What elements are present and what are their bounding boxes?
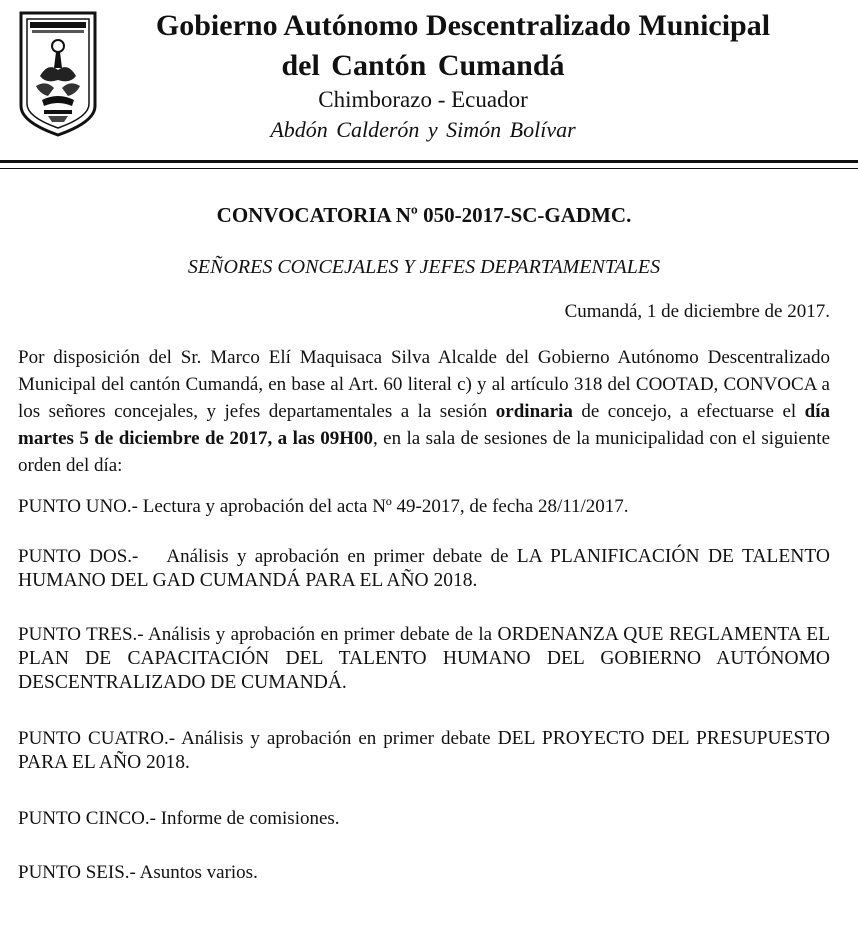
- agenda-point-6: [18, 861, 830, 885]
- agenda-point-label: PUNTO SEIS.-: [18, 862, 136, 883]
- agenda-point-label: PUNTO CUATRO.-: [18, 728, 176, 749]
- addressee: SEÑORES CONCEJALES Y JEFES DEPARTAMENTALES: [187, 256, 661, 278]
- agenda-point-5: [18, 807, 830, 831]
- agenda-point-label: PUNTO DOS.-: [18, 546, 139, 567]
- municipal-seal-icon: [18, 10, 98, 138]
- intro-bold-date: día martes 5 de diciembre de 2017, a las 09H00: [18, 401, 830, 449]
- intro-text-1: Por disposición del Sr. Marco Elí Maquisaca Silva Alcalde del Gobierno Autónomo Descentralizado Municipal del cantón Cumandá, en base al Art. 60 literal c) y al artículo 318 del COOTAD, CONVOCA a los señores concejales, y jefes departamentales a la sesión: [18, 347, 830, 422]
- intro-paragraph: [18, 344, 830, 479]
- dateline: Cumandá, 1 de diciembre de 2017.: [564, 301, 830, 322]
- institution-name-line1: Gobierno Autónomo Descentralizado Municipal: [155, 9, 771, 42]
- agenda-point-label: PUNTO CINCO.-: [18, 808, 156, 829]
- agenda-point-text: Análisis y aprobación en primer debate de: [166, 546, 517, 567]
- agenda-point-3: [18, 623, 830, 695]
- convocation-title: CONVOCATORIA Nº 050-2017-SC-GADMC.: [216, 203, 632, 227]
- institution-motto: Abdón Calderón y Simón Bolívar: [270, 117, 576, 142]
- convocation-document: [18, 202, 830, 885]
- agenda-point-text: Asuntos varios.: [135, 862, 258, 883]
- agenda-point-4: [18, 727, 830, 775]
- agenda-point-text: Informe de comisiones.: [155, 808, 340, 829]
- agenda-point-2: [18, 545, 830, 593]
- agenda-point-label: PUNTO TRES.-: [18, 624, 144, 645]
- header-rule-thin: [0, 168, 858, 169]
- agenda-point-1: [18, 495, 830, 519]
- letterhead: [0, 0, 858, 175]
- agenda-point-subject: DEL PROYECTO DEL PRESUPUESTO PARA EL AÑO 2018.: [18, 728, 830, 773]
- agenda-point-subject: ORDENANZA QUE REGLAMENTA EL PLAN DE CAPACITACIÓN DEL TALENTO HUMANO DEL GOBIERNO AUTÓNOMO DESCENTRALIZADO DE CUMANDÁ.: [18, 624, 831, 693]
- agenda-point-label: PUNTO UNO.-: [18, 496, 138, 517]
- institution-location: Chimborazo - Ecuador: [318, 87, 528, 112]
- agenda-point-text: Análisis y aprobación en primer debate: [175, 728, 498, 749]
- intro-bold-session-type: ordinaria: [495, 401, 573, 422]
- intro-text-2: de concejo, a efectuarse el: [572, 401, 805, 422]
- agenda-point-subject: LA PLANIFICACIÓN DE TALENTO HUMANO DEL GAD CUMANDÁ PARA EL AÑO 2018.: [18, 546, 830, 591]
- agenda-point-text: Lectura y aprobación del acta Nº 49-2017, de fecha 28/11/2017.: [137, 496, 629, 517]
- institution-name-line2: del Cantón Cumandá: [281, 49, 565, 82]
- intro-text-3: , en la sala de sesiones de la municipalidad con el siguiente orden del día:: [18, 428, 830, 476]
- header-rule-thick: [0, 160, 858, 163]
- agenda-point-text: Análisis y aprobación en primer debate de la: [143, 624, 498, 645]
